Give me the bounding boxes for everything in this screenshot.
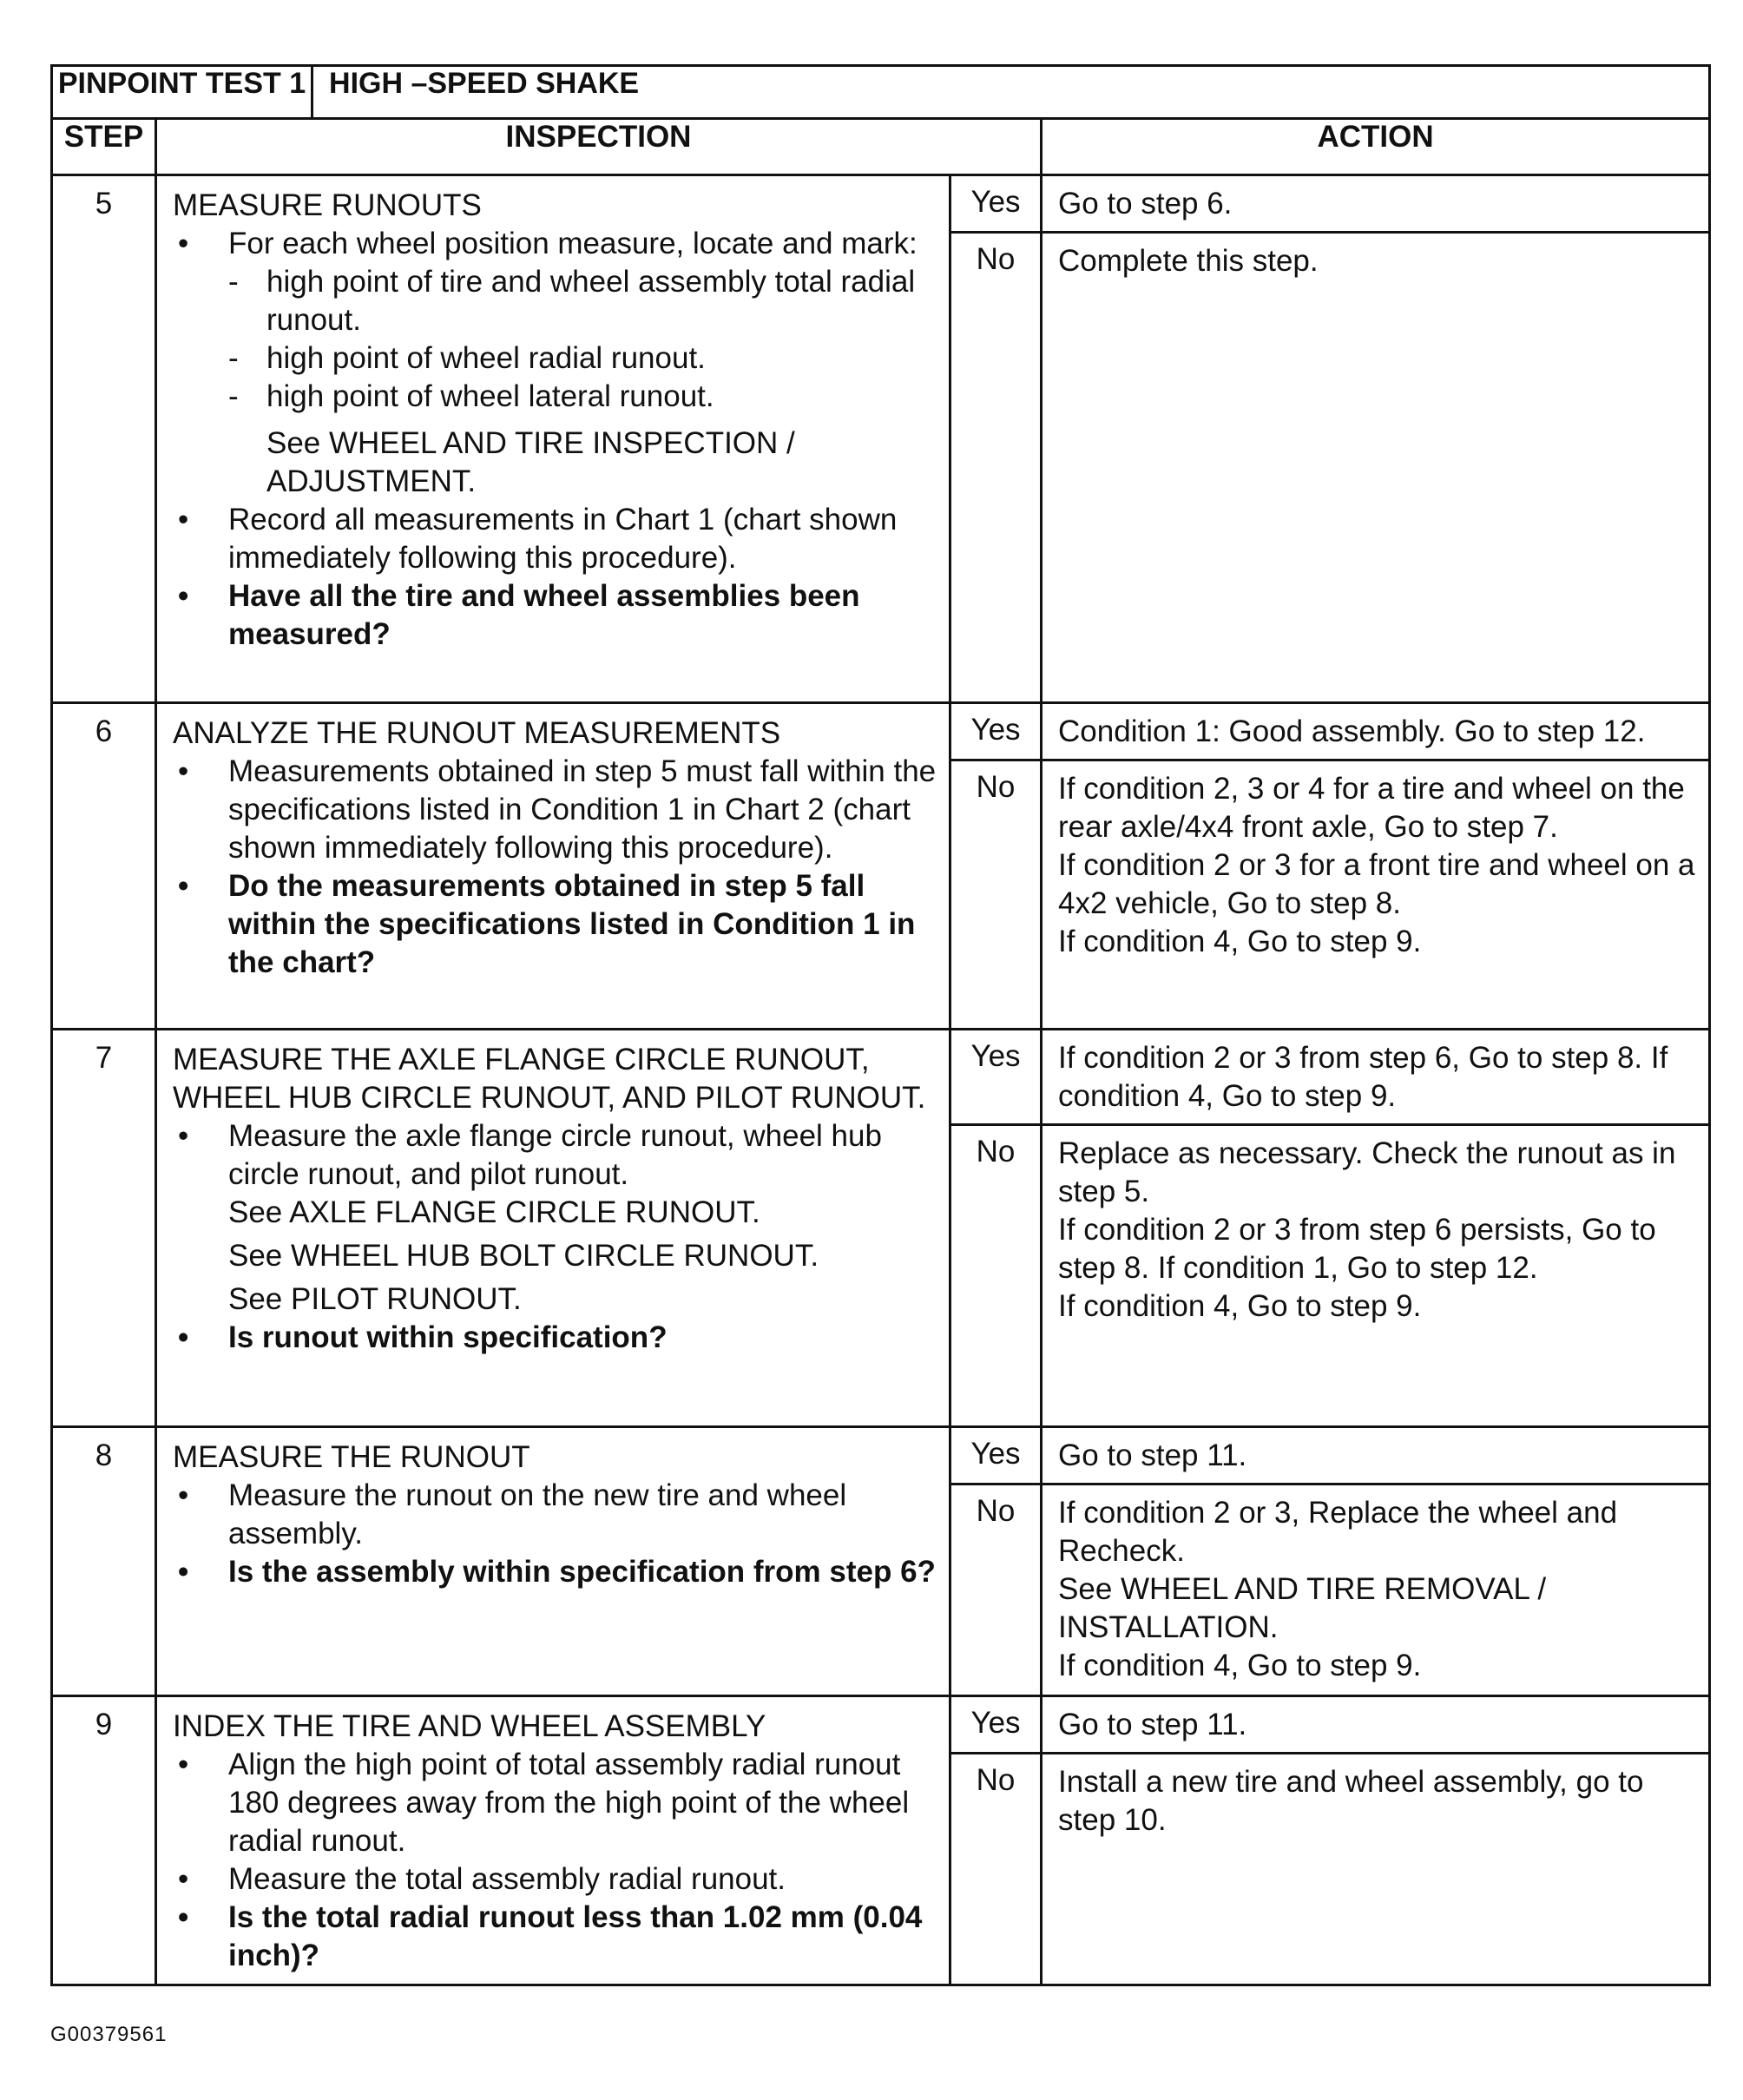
table-row bbox=[52, 1696, 1710, 1985]
bullet-item: • For each wheel position measure, locate and mark: bbox=[173, 225, 937, 263]
bullet-item: • Align the high point of total assembly radial runout 180 degrees away from the high point of the wheel radial runout. bbox=[173, 1746, 937, 1860]
yes-action: Go to step 6. bbox=[1043, 176, 1708, 234]
action-line: See WHEEL AND TIRE REMOVAL / INSTALLATION. bbox=[1058, 1572, 1547, 1644]
yes-label: Yes bbox=[951, 1030, 1040, 1126]
inspection-column-header: INSPECTION bbox=[156, 119, 1042, 175]
yes-label: Yes bbox=[951, 1428, 1040, 1485]
no-action bbox=[1043, 761, 1708, 968]
no-label: No bbox=[976, 242, 1016, 276]
inspection-cell bbox=[156, 703, 950, 1030]
action-line: If condition 2 or 3 for a front tire and wheel on a 4x2 vehicle, Go to step 8. bbox=[1058, 848, 1695, 920]
action-line: If condition 4, Go to step 9. bbox=[1058, 1289, 1422, 1323]
action-cell bbox=[1042, 1427, 1710, 1696]
table-row bbox=[52, 1427, 1710, 1696]
inspection-cell bbox=[156, 1030, 950, 1427]
step-number: 6 bbox=[52, 703, 156, 1030]
yes-label: Yes bbox=[951, 1697, 1040, 1754]
yes-action: Go to step 11. bbox=[1043, 1428, 1708, 1485]
yes-label: Yes bbox=[951, 176, 1040, 234]
bullet-item: • Record all measurements in Chart 1 (chart shown immediately following this procedure). bbox=[173, 501, 937, 577]
yes-action: If condition 2 or 3 from step 6, Go to step 8. If condition 4, Go to step 9. bbox=[1043, 1030, 1708, 1126]
step-title: MEASURE RUNOUTS bbox=[173, 188, 482, 222]
action-line: If condition 4, Go to step 9. bbox=[1058, 925, 1422, 958]
step-title: ANALYZE THE RUNOUT MEASUREMENTS bbox=[173, 716, 781, 750]
no-action bbox=[1043, 1485, 1708, 1692]
see-reference: See WHEEL HUB BOLT CIRCLE RUNOUT. bbox=[228, 1239, 819, 1273]
yes-label: Yes bbox=[951, 704, 1040, 761]
bullet-item: • Measure the runout on the new tire and wheel assembly. bbox=[173, 1477, 937, 1553]
action-line: If condition 2 or 3, Replace the wheel and Recheck. bbox=[1058, 1496, 1618, 1568]
inspection-cell bbox=[156, 175, 950, 703]
step-question: • Do the measurements obtained in step 5 fall within the specifications listed in Condition 1 in the chart? bbox=[173, 867, 937, 982]
test-title: HIGH –SPEED SHAKE bbox=[312, 66, 1710, 119]
action-cell bbox=[1042, 175, 1710, 703]
dash-item: - high point of wheel lateral runout. bbox=[173, 378, 937, 416]
action-column-header: ACTION bbox=[1042, 119, 1710, 175]
step-number: 7 bbox=[52, 1030, 156, 1427]
bullet-item: • Measure the total assembly radial runout. bbox=[173, 1860, 937, 1899]
yes-no-cell bbox=[950, 1427, 1042, 1696]
step-title: MEASURE THE AXLE FLANGE CIRCLE RUNOUT, WHEEL HUB CIRCLE RUNOUT, AND PILOT RUNOUT. bbox=[173, 1043, 926, 1115]
see-reference: See AXLE FLANGE CIRCLE RUNOUT. bbox=[228, 1195, 760, 1229]
yes-no-cell bbox=[950, 703, 1042, 1030]
pinpoint-test-table bbox=[50, 64, 1711, 1986]
test-header-row bbox=[52, 66, 1710, 119]
yes-action: Condition 1: Good assembly. Go to step 12. bbox=[1043, 704, 1708, 761]
step-number: 9 bbox=[52, 1696, 156, 1985]
action-line: Replace as necessary. Check the runout as in step 5. bbox=[1058, 1136, 1676, 1208]
action-line: If condition 4, Go to step 9. bbox=[1058, 1649, 1422, 1682]
step-question: • Have all the tire and wheel assemblies been measured? bbox=[173, 577, 937, 654]
no-label: No bbox=[976, 1763, 1016, 1797]
step-title: MEASURE THE RUNOUT bbox=[173, 1440, 530, 1474]
test-label: PINPOINT TEST 1 bbox=[52, 66, 312, 119]
action-line: Complete this step. bbox=[1058, 244, 1319, 278]
yes-no-cell bbox=[950, 175, 1042, 703]
table-row bbox=[52, 175, 1710, 703]
action-line: Install a new tire and wheel assembly, go to step 10. bbox=[1058, 1765, 1644, 1837]
no-action bbox=[1043, 1126, 1708, 1333]
yes-action: Go to step 11. bbox=[1043, 1697, 1708, 1754]
no-label: No bbox=[976, 1494, 1016, 1528]
table-row bbox=[52, 1030, 1710, 1427]
see-reference: See WHEEL AND TIRE INSPECTION / ADJUSTMENT. bbox=[266, 426, 795, 498]
action-cell bbox=[1042, 1030, 1710, 1427]
inspection-cell bbox=[156, 1427, 950, 1696]
action-cell bbox=[1042, 703, 1710, 1030]
no-action bbox=[1043, 1754, 1708, 1847]
see-reference: See PILOT RUNOUT. bbox=[228, 1282, 522, 1316]
yes-no-cell bbox=[950, 1696, 1042, 1985]
step-number: 8 bbox=[52, 1427, 156, 1696]
step-question: • Is the assembly within specification from step 6? bbox=[173, 1553, 937, 1591]
dash-item: - high point of wheel radial runout. bbox=[173, 339, 937, 378]
no-action bbox=[1043, 234, 1708, 287]
figure-code: G00379561 bbox=[50, 2023, 168, 2046]
step-question: • Is runout within specification? bbox=[173, 1319, 937, 1357]
yes-no-cell bbox=[950, 1030, 1042, 1427]
bullet-item: • Measurements obtained in step 5 must fall within the specifications listed in Condition 1 in Chart 2 (chart shown immediately following this procedure). bbox=[173, 753, 937, 867]
step-title: INDEX THE TIRE AND WHEEL ASSEMBLY bbox=[173, 1709, 766, 1743]
dash-item: - high point of tire and wheel assembly total radial runout. bbox=[173, 263, 937, 339]
action-cell bbox=[1042, 1696, 1710, 1985]
no-label: No bbox=[976, 1135, 1016, 1168]
action-line: If condition 2, 3 or 4 for a tire and wheel on the rear axle/4x4 front axle, Go to step 7. bbox=[1058, 772, 1685, 844]
table-row bbox=[52, 703, 1710, 1030]
bullet-item: • Measure the axle flange circle runout, wheel hub circle runout, and pilot runout. bbox=[173, 1117, 937, 1194]
no-label: No bbox=[976, 770, 1016, 804]
column-header-row bbox=[52, 119, 1710, 175]
action-line: If condition 2 or 3 from step 6 persists, Go to step 8. If condition 1, Go to step 12. bbox=[1058, 1213, 1656, 1285]
step-question: • Is the total radial runout less than 1.02 mm (0.04 inch)? bbox=[173, 1899, 937, 1975]
step-number: 5 bbox=[52, 175, 156, 703]
inspection-cell bbox=[156, 1696, 950, 1985]
step-column-header: STEP bbox=[52, 119, 156, 175]
